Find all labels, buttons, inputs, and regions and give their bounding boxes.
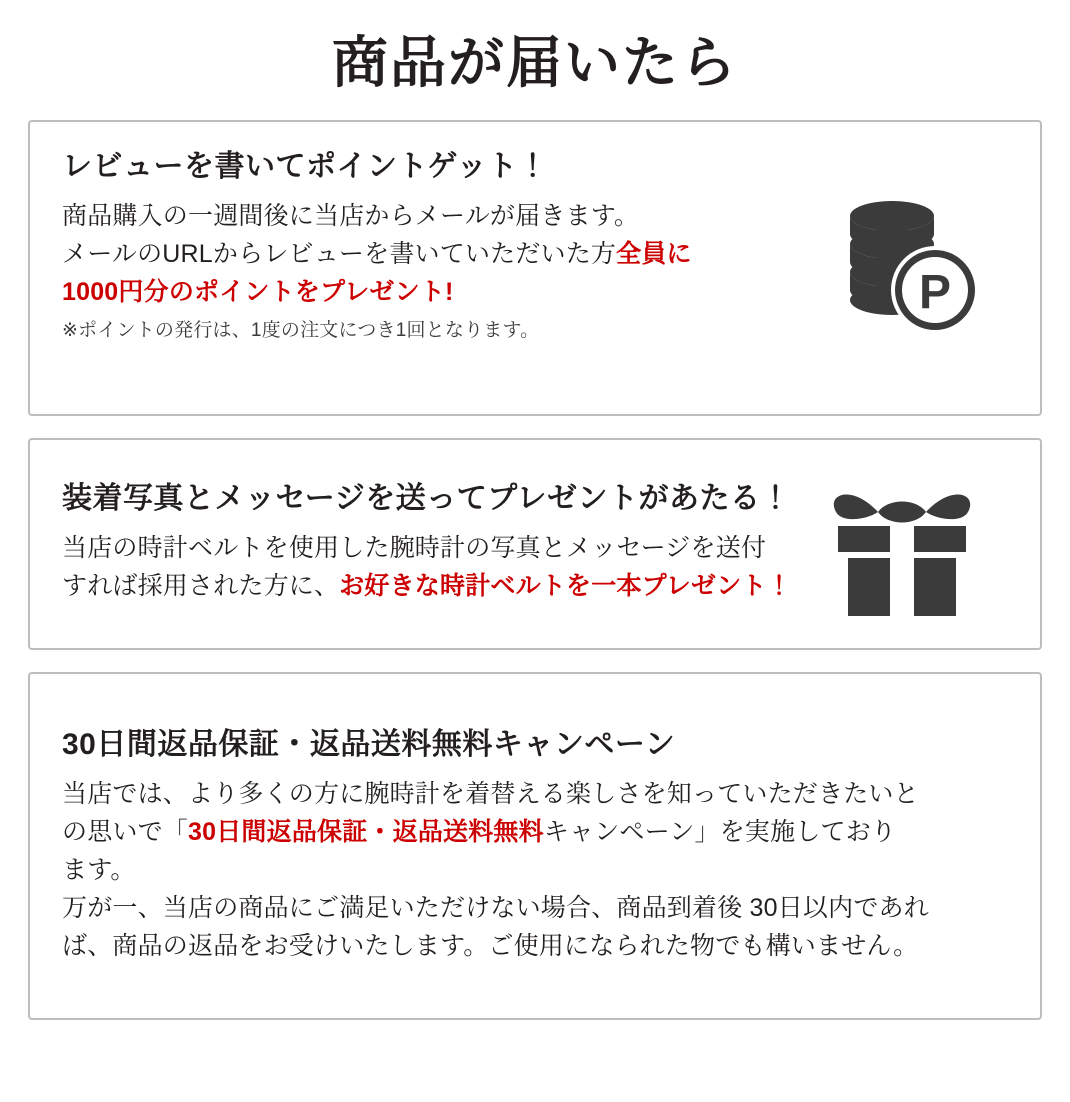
card-review-line2-a: メールのURLからレビューを書いていただいた方 — [62, 240, 617, 269]
card-return-policy — [28, 672, 1042, 1020]
card-return-line5: ば、商品の返品をお受けいたします。ご使用になられた物でも構いません。 — [62, 932, 919, 961]
card-return-line2-c: キャンペーン」を実施しており — [543, 818, 897, 847]
card-photo-line2 — [62, 567, 862, 605]
card-return-line3: ます。 — [62, 856, 136, 885]
card-return-line4: 万が一、当店の商品にご満足いただけない場合、商品到着後 30日以内であれ — [62, 894, 929, 923]
card-review-line3: 1000円分のポイントをプレゼント! — [62, 278, 454, 307]
card-photo-present — [28, 438, 1042, 650]
card-photo-line1: 当店の時計ベルトを使用した腕時計の写真とメッセージを送付 — [62, 534, 767, 563]
card-return-body — [62, 775, 1008, 965]
card-review-line2 — [62, 235, 842, 273]
card-review-points — [28, 120, 1042, 416]
card-return-line2-a: の思いで「 — [62, 818, 189, 847]
card-return-line2 — [62, 813, 1008, 851]
card-return-heading: 30日間返品保証・返品送料無料キャンペーン — [62, 727, 676, 761]
card-review-body — [62, 197, 842, 346]
card-review-line1: 商品購入の一週間後に当店からメールが届きます。 — [62, 202, 640, 231]
card-photo-line2-a: すれば採用された方に、 — [62, 572, 340, 601]
page-title: 商品が届いたら — [332, 31, 738, 94]
card-review-line2-highlight: 全員に — [616, 240, 692, 269]
card-photo-body — [62, 529, 862, 605]
card-return-line2-highlight: 30日間返品保証・返品送料無料 — [188, 818, 544, 847]
svg-text:P: P — [918, 265, 952, 319]
card-photo-heading: 装着写真とメッセージを送ってプレゼントがあたる！ — [62, 481, 791, 515]
card-review-note: ※ポイントの発行は、1度の注文につき1回となります。 — [62, 320, 540, 342]
card-photo-line2-highlight: お好きな時計ベルトを一本プレゼント！ — [339, 572, 792, 601]
card-return-line1: 当店では、より多くの方に腕時計を着替える楽しさを知っていただきたいと — [62, 780, 919, 809]
promo-page — [0, 32, 1070, 1102]
card-review-heading: レビューを書いてポイントゲット！ — [62, 149, 549, 183]
